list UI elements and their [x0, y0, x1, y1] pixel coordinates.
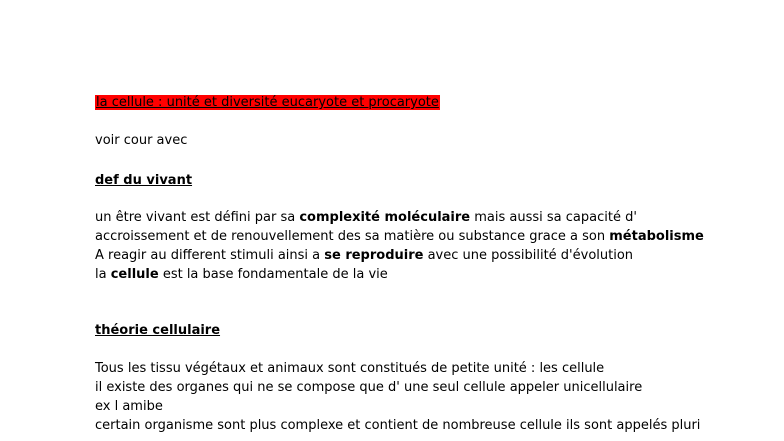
document-title-line — [95, 95, 440, 111]
text-run: un être vivant est défini par sa — [95, 210, 300, 225]
paragraph-line: il existe des organes qui ne se compose que d' une seul cellule appeler unicellulaire — [95, 380, 643, 395]
bold-term: cellule — [110, 267, 159, 282]
paragraph-line — [95, 267, 388, 283]
document-title: la cellule : unité et diversité eucaryote et procaryote — [96, 95, 439, 110]
paragraph-line: Tous les tissu végétaux et animaux sont constitués de petite unité : les cellule — [95, 361, 605, 376]
text-run: la — [95, 267, 111, 282]
section-heading-text: def du vivant — [95, 173, 193, 188]
text-run: avec une possibilité d'évolution — [423, 248, 634, 263]
bold-term: se reproduire — [324, 248, 424, 263]
text-run: A reagir au different stimuli ainsi a — [95, 248, 325, 263]
text-run: accroissement et de renouvellement des sa matière ou substance grace a son — [95, 229, 610, 244]
paragraph-line — [95, 248, 633, 264]
paragraph-line: ex l amibe — [95, 399, 163, 414]
text-run: est la base fondamentale de la vie — [158, 267, 388, 282]
bold-term: métabolisme — [609, 229, 704, 244]
section-heading-def-du-vivant — [95, 173, 192, 189]
paragraph-line — [95, 229, 704, 245]
text-run: mais aussi sa capacité d' — [470, 210, 637, 225]
bold-term: complexité moléculaire — [299, 210, 471, 225]
section-heading-theorie-cellulaire — [95, 323, 220, 339]
paragraph-line — [95, 210, 637, 226]
section-heading-text: théorie cellulaire — [95, 323, 221, 338]
note-line: voir cour avec — [95, 133, 188, 148]
paragraph-line: certain organisme sont plus complexe et contient de nombreuse cellule ils sont appelés pluri — [95, 418, 701, 433]
